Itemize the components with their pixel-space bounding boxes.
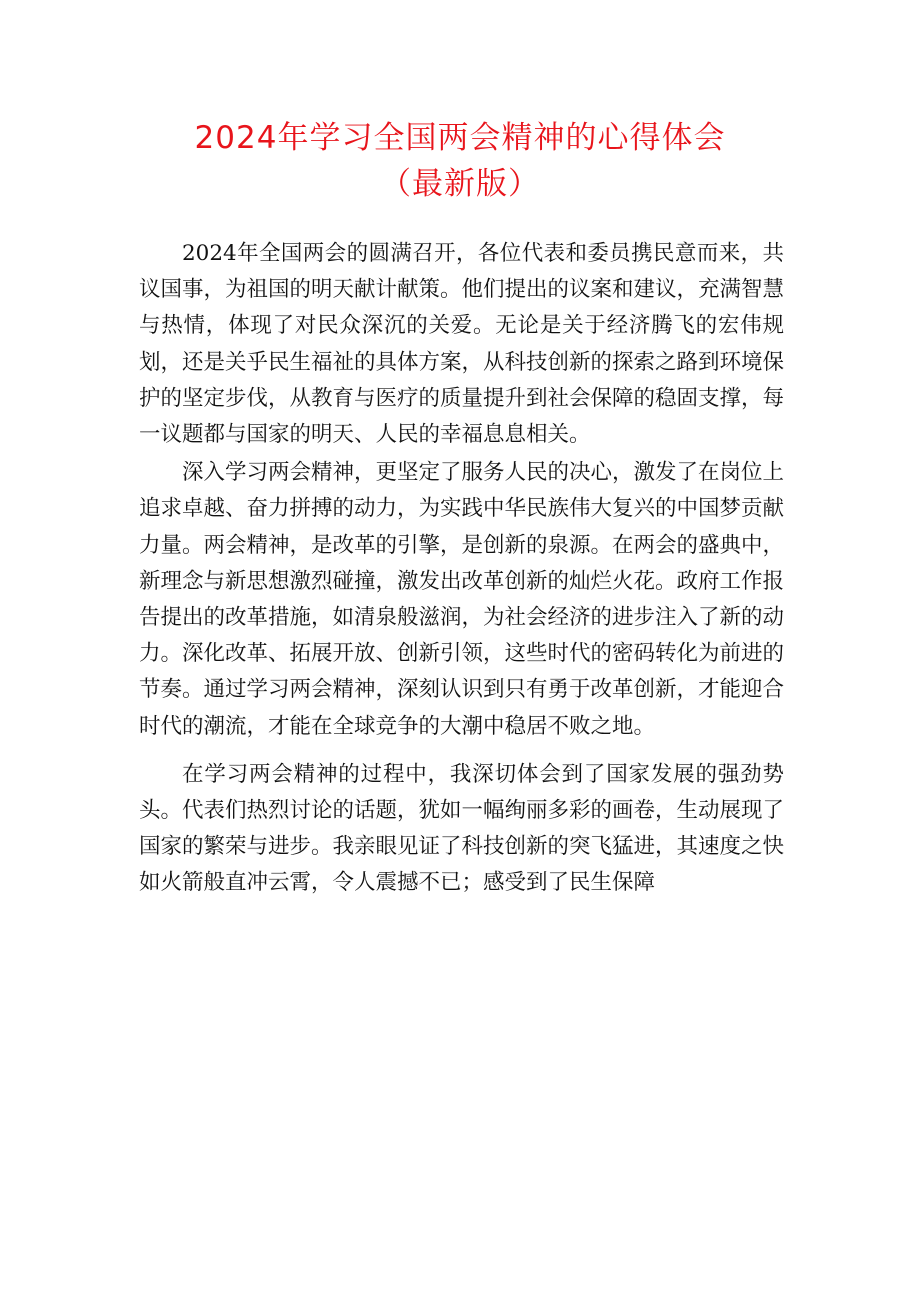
document-subtitle: （最新版） [380,166,540,202]
paragraph-2: 深入学习两会精神，更坚定了服务人民的决心，激发了在岗位上追求卓越、奋力拼搏的动力，为实践中华民族伟大复兴的中国梦贡献力量。两会精神，是改革的引擎，是创新的泉源。在两会的盛典中，新理念与新思想激烈碰撞，激发出改革创新的灿烂火花。政府工作报告提出的改革措施，如清泉般滋润，为社会经济的进步注入了新的动力。深化改革、拓展开放、创新引领，这些时代的密码转化为前进的节奏。通过学习两会精神，深刻认识到只有勇于改革创新，才能迎合时代的潮流，才能在全球竞争的大潮中稳居不败之地。 [139,460,785,739]
document-body [139,236,784,902]
document-title: 2024年学习全国两会精神的心得体会 [194,120,726,156]
paragraph-3: 在学习两会精神的过程中，我深切体会到了国家发展的强劲势头。代表们热烈讨论的话题，犹如一幅绚丽多彩的画卷，生动展现了国家的繁荣与进步。我亲眼见证了科技创新的突飞猛进，其速度之快如火箭般直冲云霄，令人震撼不已；感受到了民生保障 [139,761,785,896]
paragraph-1: 2024年全国两会的圆满召开，各位代表和委员携民意而来，共议国事，为祖国的明天献计献策。他们提出的议案和建议，充满智慧与热情，体现了对民众深沉的关爱。无论是关于经济腾飞的宏伟规划，还是关乎民生福祉的具体方案，从科技创新的探索之路到环境保护的坚定步伐，从教育与医疗的质量提升到社会保障的稳固支撑，每一议题都与国家的明天、人民的幸福息息相关。 [139,241,785,448]
